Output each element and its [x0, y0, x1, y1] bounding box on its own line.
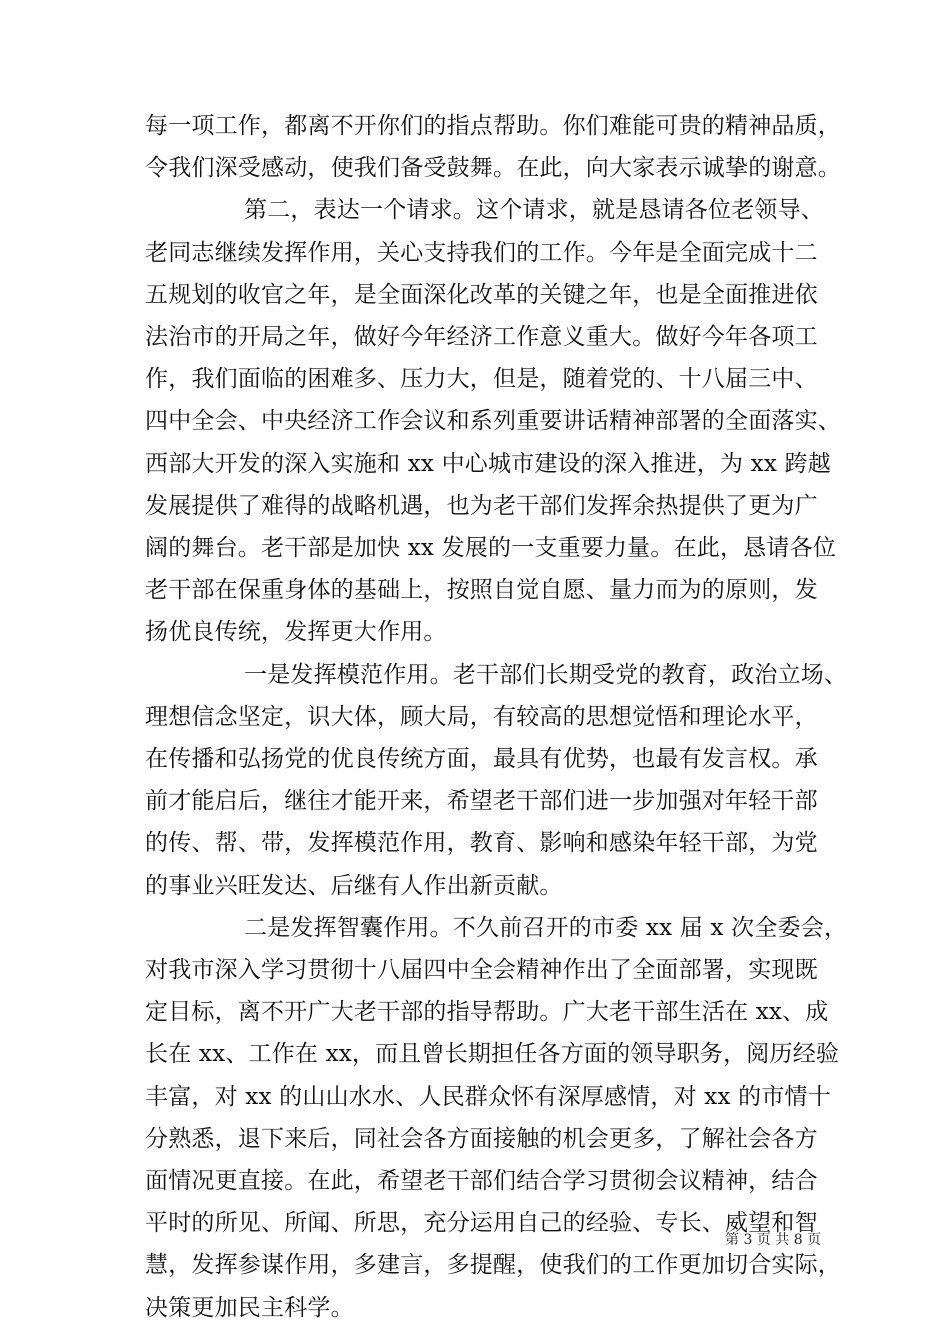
- text-line: 面情况更直接。在此，希望老干部们结合学习贯彻会议精神，结合: [145, 1168, 818, 1194]
- paragraph-start-line: 第二，表达一个请求。这个请求，就是恳请各位老领导、: [244, 197, 824, 223]
- text-line: 前才能启后，继往才能开来，希望老干部们进一步加强对年轻干部: [145, 788, 818, 814]
- text-line: 老同志继续发挥作用，关心支持我们的工作。今年是全面完成十二: [145, 240, 818, 266]
- text-line: 平时的所见、所闻、所思，充分运用自己的经验、专长、威望和智: [145, 1210, 818, 1236]
- page-number-footer: 第 3 页 共 8 页: [725, 1232, 822, 1248]
- text-line: 对我市深入学习贯彻十八届四中全会精神作出了全面部署，实现既: [145, 957, 818, 983]
- text-line: 扬优良传统，发挥更大作用。: [145, 619, 447, 645]
- text-line: 作，我们面临的困难多、压力大，但是，随着党的、十八届三中、: [145, 366, 818, 392]
- paragraph-start-line: 一是发挥模范作用。老干部们长期受党的教育，政治立场、: [244, 662, 848, 688]
- text-line: 丰富，对 xx 的山山水水、人民群众怀有深厚感情，对 xx 的市情十: [145, 1084, 831, 1110]
- text-line: 老干部在保重身体的基础上，按照自觉自愿、量力而为的原则，发: [145, 577, 818, 603]
- text-line: 四中全会、中央经济工作会议和系列重要讲话精神部署的全面落实、: [145, 408, 841, 434]
- paragraph-start-line: 二是发挥智囊作用。不久前召开的市委 xx 届 x 次全委会，: [244, 915, 848, 941]
- text-line: 五规划的收官之年，是全面深化改革的关键之年，也是全面推进依: [145, 282, 818, 308]
- text-line: 的事业兴旺发达、后继有人作出新贡献。: [145, 873, 563, 899]
- text-line: 定目标，离不开广大老干部的指导帮助。广大老干部生活在 xx、成: [145, 999, 829, 1025]
- text-line: 发展提供了难得的战略机遇，也为老干部们发挥余热提供了更为广: [145, 493, 818, 519]
- text-line: 法治市的开局之年，做好今年经济工作意义重大。做好今年各项工: [145, 324, 818, 350]
- text-line: 每一项工作，都离不开你们的指点帮助。你们难能可贵的精神品质，: [145, 113, 841, 139]
- text-line: 的传、帮、带，发挥模范作用，教育、影响和感染年轻干部，为党: [145, 830, 818, 856]
- text-line: 阔的舞台。老干部是加快 xx 发展的一支重要力量。在此，恳请各位: [145, 535, 836, 561]
- text-line: 慧，发挥参谋作用，多建言，多提醒，使我们的工作更加切合实际，: [145, 1252, 841, 1278]
- text-line: 理想信念坚定，识大体，顾大局，有较高的思想觉悟和理论水平，: [145, 704, 818, 730]
- text-line: 令我们深受感动，使我们备受鼓舞。在此，向大家表示诚挚的谢意。: [145, 155, 841, 181]
- text-line: 决策更加民主科学。: [145, 1295, 354, 1321]
- text-line: 西部大开发的深入实施和 xx 中心城市建设的深入推进，为 xx 跨越: [145, 451, 831, 477]
- text-line: 在传播和弘扬党的优良传统方面，最具有优势，也最有发言权。承: [145, 746, 818, 772]
- text-line: 分熟悉，退下来后，同社会各方面接触的机会更多，了解社会各方: [145, 1126, 818, 1152]
- text-line: 长在 xx、工作在 xx，而且曾长期担任各方面的领导职务，阅历经验: [145, 1041, 840, 1067]
